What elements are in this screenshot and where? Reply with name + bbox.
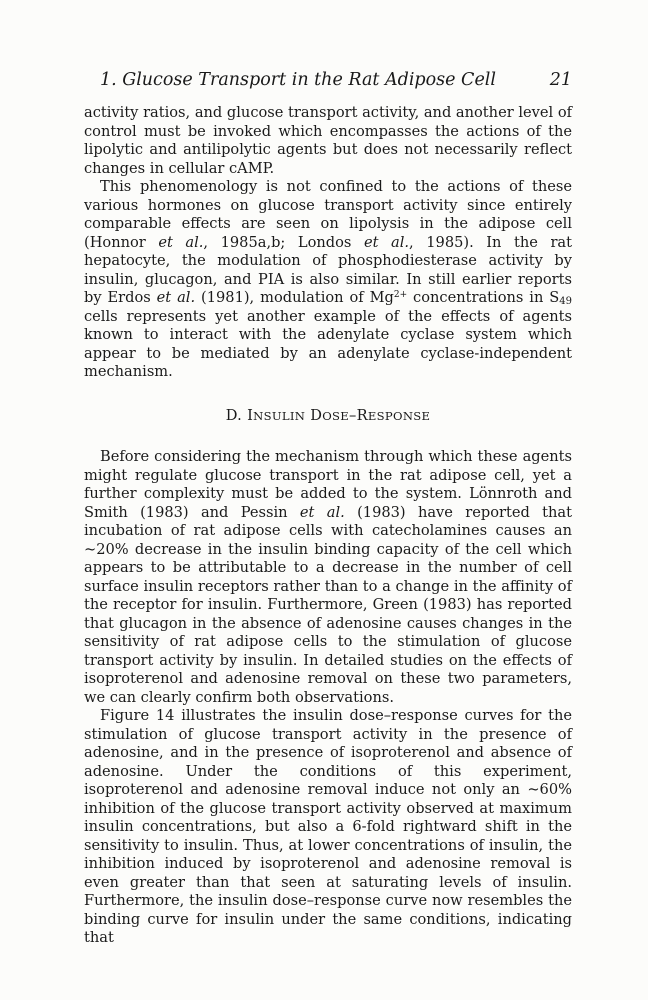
citation-et-al: et al.: [299, 503, 345, 521]
citation-et-al: et al.: [363, 233, 410, 251]
paragraph-2-part: cells represents yet another example of the effects of agents known to interact with the adenylate cyclase system which appear to be mediated by an adenylate cyclase-independent mechanism.: [84, 307, 572, 380]
paragraph-1-text: activity ratios, and glucose transport activity, and another level of control must be invoked which encompasses the actions of the lipolytic and antilipolytic agents but does not necessarily reflect changes in cellular cAMP.: [84, 104, 573, 177]
citation-et-al: et al.: [156, 289, 196, 306]
paragraph-2-part: , 1985). In the rat hepatocyte, the modulation of phosphodiesterase activity by insulin, glucagon, and PIA is also similar. In still earlier reports by Erdos: [84, 233, 573, 306]
body-text: [84, 104, 572, 948]
heading-smallcaps: ESPONSE: [367, 408, 431, 423]
superscript: 2+: [393, 290, 408, 300]
paragraph-3-part: (1983) have reported that incubation of rat adipose cells with catecholamines causes an ~20% decrease in the insulin binding capacity of the cell which appears to be attributable to a decrease in the number of cell surface insulin receptors rather than to a change in the affinity of the receptor for insulin. Furthermore, Green (1983) has reported that glucagon in the absence of adenosine causes changes in the sensitivity of rat adipose cells to the stimulation of glucose transport activity by insulin. In detailed studies on the effects of isoproterenol and adenosine removal on these two parameters, we can clearly confirm both observations.: [84, 503, 572, 706]
paragraph-2: [84, 178, 572, 382]
citation-et-al: et al.: [158, 233, 204, 251]
paragraph-2-part: This phenomenology is not confined to the actions of these various hormones on glucose transport activity since entirely comparable effects are seen on lipolysis in the adipose cell (Honnor: [84, 178, 572, 251]
paragraph-2-part: , 1985a,b; Londos: [203, 233, 364, 251]
heading-smallcaps: OSE: [322, 408, 350, 423]
heading-smallcaps: NSULIN: [253, 408, 306, 423]
paragraph-2-part: concentrations in S: [407, 289, 560, 306]
paragraph-3-part: Before considering the mechanism through which these agents might regulate glucose transport in the rat adipose cell, yet a further complexity must be added to the system. Lönnroth and Smith (1983) and Pessin: [84, 448, 572, 521]
paragraph-3: [84, 448, 572, 707]
heading-cap: R: [356, 406, 368, 424]
heading-cap: D: [310, 406, 323, 424]
paragraph-4-text: Figure 14 illustrates the insulin dose–response curves for the stimulation of glucose transport activity in the presence of adenosine, and in the presence of isoproterenol and absence of adenosine. Under the conditions of this experiment, isoproterenol and adenosine removal induce not only an ~60% inhibition of the glucose transport activity observed at maximum insulin concentrations, but also a 6-fold rightward shift in the sensitivity to insulin. Thus, at lower concentrations of insulin, the inhibition induced by isoproterenol and adenosine removal is even greater than that seen at saturating levels of insulin. Furthermore, the insulin dose–response curve now resembles the binding curve for insulin under the same conditions, indicating that: [84, 707, 572, 946]
heading-dash: –: [349, 406, 357, 424]
section-letter: D.: [225, 406, 248, 424]
running-head-title: 1. Glucose Transport in the Rat Adipose Cell: [99, 70, 496, 90]
paragraph-4: [84, 707, 572, 948]
paragraph-1: [84, 104, 572, 178]
paragraph-2-part: (1981), modulation of Mg: [195, 289, 394, 306]
section-heading: [84, 407, 572, 426]
heading-cap: I: [247, 406, 254, 424]
subscript: 49: [559, 296, 572, 307]
page-number: 21: [549, 70, 572, 90]
